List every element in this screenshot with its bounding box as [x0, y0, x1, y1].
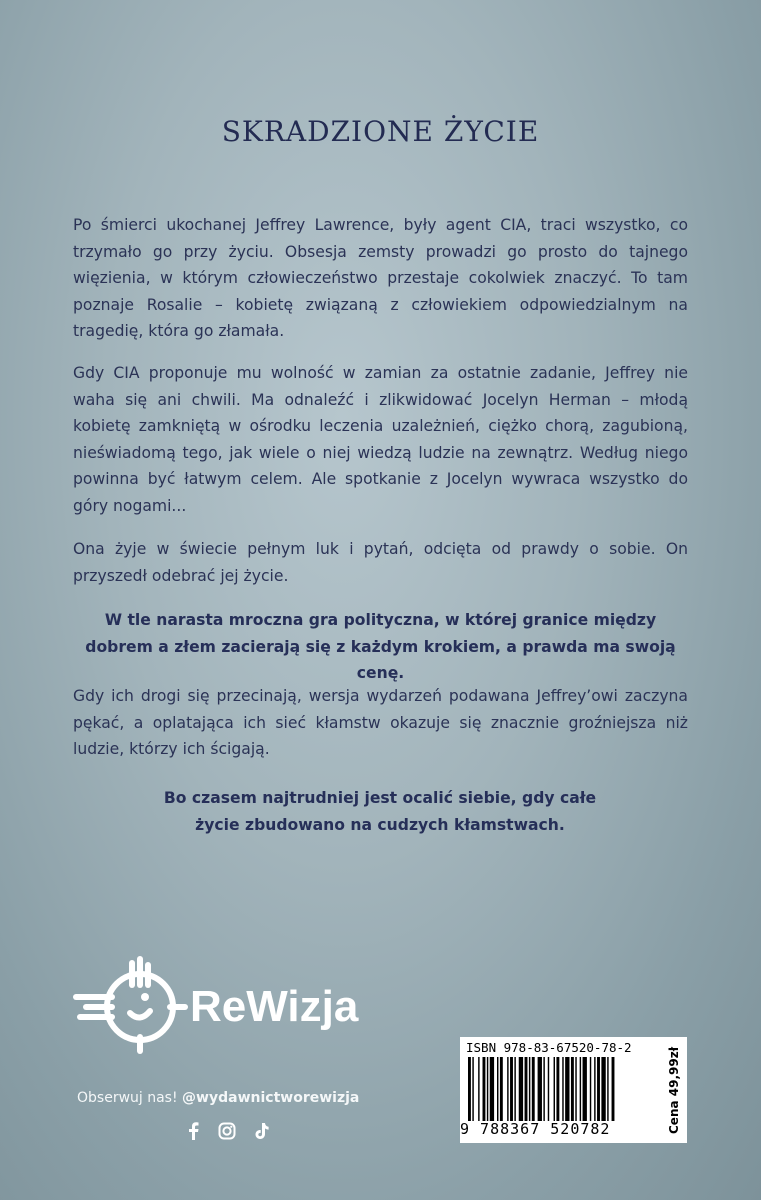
barcode-bar [571, 1057, 574, 1121]
barcode-bar [538, 1057, 542, 1121]
barcode-bar [497, 1057, 498, 1121]
barcode-bar [601, 1057, 605, 1121]
barcode-bar [519, 1057, 523, 1121]
barcode-bar [583, 1057, 587, 1121]
publisher-name: ReWizja [190, 982, 359, 1031]
barcode-bar [468, 1057, 471, 1121]
barcode-bar [490, 1057, 494, 1121]
target-logo-icon [70, 955, 360, 1055]
tiktok-icon[interactable] [254, 1122, 270, 1144]
instagram-icon[interactable] [218, 1122, 236, 1144]
barcode-bar [565, 1057, 569, 1121]
barcode-bar [554, 1057, 555, 1121]
barcode-bar [556, 1057, 559, 1121]
barcode-bar [607, 1057, 608, 1121]
barcode-bar [507, 1057, 508, 1121]
paragraph-highlight-1: W tle narasta mroczna gra polityczna, w której granice między dobrem a złem zacierają się z każdym krokiem, a prawda ma swoją cenę. [85, 611, 676, 682]
publisher-logo [70, 955, 360, 1055]
paragraph-intro: Po śmierci ukochanej Jeffrey Lawrence, były agent CIA, traci wszystko, co trzymało go przy życiu. Obsesja zemsty prowadzi go prosto do tajnego więzienia, w którym człowieczeństwo przestaje cokolwiek znaczyć. To tam poznaje Rosalie – kobietę związaną z człowiekiem odpowiedzialnym na tragedię, która go złamała. [73, 216, 688, 340]
barcode-bar [500, 1057, 503, 1121]
paragraph-contrast: Ona żyje w świecie pełnym luk i pytań, odcięta od prawdy o sobie. On przyszedł odebrać jej życie. [73, 540, 688, 585]
paragraph-highlight-2: Bo czasem najtrudniej jest ocalić siebie, gdy całe życie zbudowano na cudzych kłamstwach. [163, 789, 597, 834]
barcode-bar [483, 1057, 486, 1121]
barcode-bar [472, 1057, 473, 1121]
price-label: Cena 49,99zł [667, 1046, 681, 1134]
barcode-bar [532, 1057, 535, 1121]
barcode-digits: 9 788367 520782 [460, 1120, 611, 1138]
barcode-bar [562, 1057, 563, 1121]
social-icons [186, 1122, 270, 1144]
barcode-bar [612, 1057, 615, 1121]
follow-label: Obserwuj nas! [77, 1090, 178, 1106]
barcode-bar [510, 1057, 513, 1121]
barcode-bars [468, 1057, 654, 1121]
barcode-bar [525, 1057, 528, 1121]
isbn-label: ISBN 978-83-67520-78-2 [466, 1040, 632, 1055]
paragraph-mission: Gdy CIA proponuje mu wolność w zamian za ostatnie zadanie, Jeffrey nie waha się ani chwili. Ma odnaleźć i zlikwidować Jocelyn Herman – młodą kobietę zamkniętą w ośrodku leczenia uzależnień, ciężko chorą, zagubioną, nieświadomą tego, jak wiele o niej wiedzą ludzie na zewnątrz. Według niego powinna być łatwym celem. Ale spotkanie z Jocelyn wywraca wszystko do góry nogami... [73, 364, 688, 515]
paragraph-conflict: Gdy ich drogi się przecinają, wersja wydarzeń podawana Jeffrey’owi zaczyna pękać, a oplatająca ich sieć kłamstw okazuje się znacznie groźniejsza niż ludzie, którzy ich ścigają. [73, 687, 688, 758]
barcode-bar [487, 1057, 488, 1121]
follow-line [77, 1090, 359, 1106]
barcode-bar [575, 1057, 576, 1121]
barcode-bar [548, 1057, 549, 1121]
barcode-bar [543, 1057, 544, 1121]
barcode-bar [590, 1057, 591, 1121]
barcode-bar [580, 1057, 581, 1121]
facebook-icon[interactable] [186, 1122, 200, 1144]
barcode-bar [478, 1057, 479, 1121]
social-handle[interactable]: @wydawnictworewizja [182, 1090, 360, 1106]
barcode-bar [514, 1057, 515, 1121]
barcode-bar [594, 1057, 595, 1121]
book-title: SKRADZIONE ŻYCIE [221, 115, 540, 148]
barcode-bar [597, 1057, 600, 1121]
isbn-barcode [460, 1037, 687, 1143]
barcode-bar [529, 1057, 530, 1121]
